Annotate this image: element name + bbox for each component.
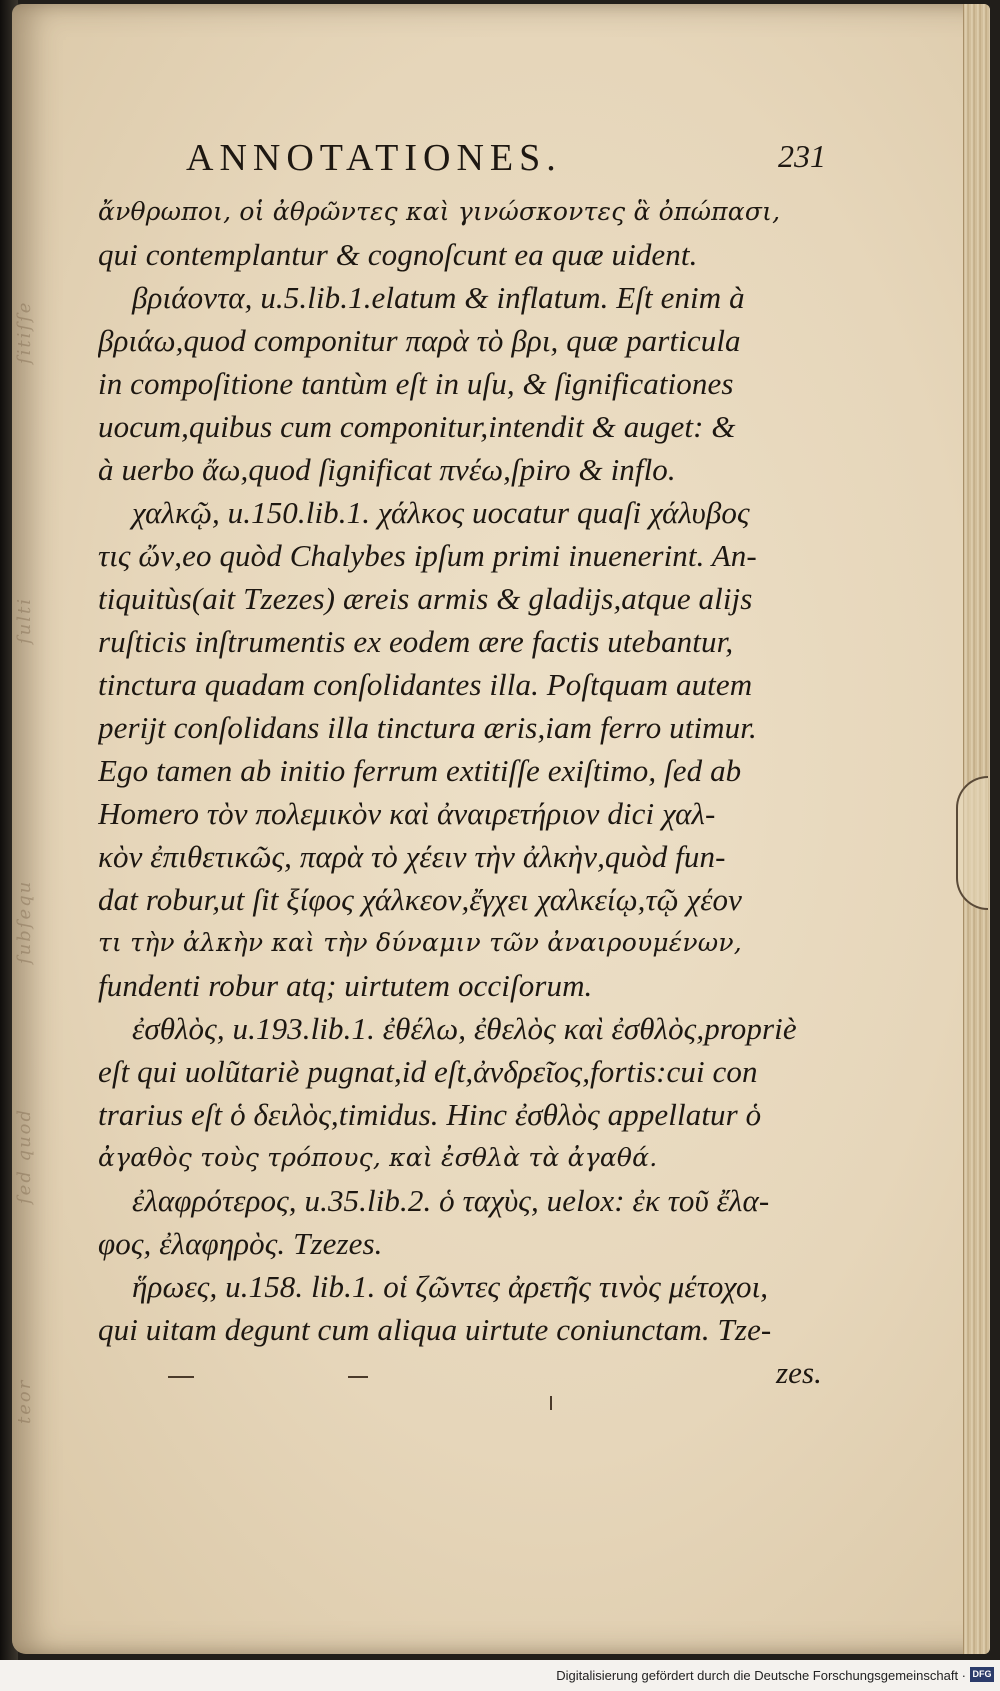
text-line: trarius eſt ὁ δειλὸς,timidus. Hinc ἐσθλὸς appellatur ὁ <box>98 1097 762 1132</box>
text-line: φος, ἐλαφηρὸς. Tzezes. <box>98 1226 383 1261</box>
text-line: uocum,quibus cum componitur,intendit & auget: & <box>98 409 736 444</box>
bleed-through-text: ſed quod <box>14 1107 35 1204</box>
text-line: fundenti robur atq; uirtutem occiſorum. <box>98 968 593 1003</box>
text-line: dat robur,ut ſit ξίφος χάλκεον,ἔγχει χαλκείῳ,τῷ χέον <box>98 882 742 917</box>
text-line: ruſticis inſtrumentis ex eodem ære factis utebantur, <box>98 624 734 659</box>
digitization-footer <box>0 1660 1000 1691</box>
running-title: ANNOTATIONES. <box>186 137 562 179</box>
text-line: τις ὤν,eo quòd Chalybes ipſum primi inuenerint. An- <box>98 538 757 573</box>
text-line: χαλκῷ, u.150.lib.1. χάλκος uocatur quaſi χάλυβος <box>132 495 750 530</box>
text-line: Ego tamen ab initio ferrum extitiſſe exiſtimo, ſed ab <box>98 753 742 788</box>
text-line: qui contemplantur & cognoſcunt ea quæ uident. <box>98 237 698 272</box>
text-line: ἐλαφρότερος, u.35.lib.2. ὁ ταχὺς, uelox: ἐκ τοῦ ἔλα- <box>132 1183 770 1218</box>
page-header <box>186 136 826 182</box>
text-line: κὸν ἐπιθετικῶς, παρὰ τὸ χέειν τὴν ἀλκὴν,quòd fun- <box>98 839 726 874</box>
stray-ink-mark <box>348 1376 368 1378</box>
stray-ink-mark <box>550 1396 552 1410</box>
text-line: βριάω,quod componitur παρὰ τὸ βρι, quæ particula <box>98 323 741 358</box>
annotation-text-block <box>98 190 828 1394</box>
clasp-tab <box>956 776 988 910</box>
book-page <box>12 4 990 1654</box>
text-line: ἄνθρωποι, οἱ ἀθρῶντες καὶ γινώσκοντες ἃ ὀπώπασι, <box>98 197 781 226</box>
funding-credit: Digitalisierung gefördert durch die Deutsche Forschungsgemeinschaft · <box>556 1668 966 1683</box>
text-line: tinctura quadam conſolidantes illa. Poſtquam autem <box>98 667 753 702</box>
text-line: zes. <box>775 1355 822 1390</box>
text-line: βριάοντα, u.5.lib.1.elatum & inflatum. Eſt enim à <box>132 280 745 315</box>
text-line: tiquitùs(ait Tzezes) æreis armis & gladijs,atque alijs <box>98 581 753 616</box>
text-line: perijt conſolidans illa tinctura æris,iam ferro utimur. <box>98 710 757 745</box>
page-number: 231 <box>778 138 826 174</box>
text-line: Homero τὸν πολεμικὸν καὶ ἀναιρετήριον dici χαλ- <box>98 796 716 831</box>
stray-ink-mark <box>168 1376 194 1378</box>
text-line: ἐσθλὸς, u.193.lib.1. ἐθέλω, ἐθελὸς καὶ ἐσθλὸς,propriè <box>132 1011 797 1046</box>
text-line: eſt qui uolũtariè pugnat,id eſt,ἀνδρεῖος,fortis:cui con <box>98 1054 758 1089</box>
text-line: à uerbo ἄω,quod ſignificat πνέω,ſpiro & inflo. <box>98 452 676 487</box>
text-line: τι τὴν ἀλκὴν καὶ τὴν δύναμιν τῶν ἀναιρουμένων, <box>98 928 742 957</box>
bleed-through-text: teor <box>14 1378 35 1424</box>
dfg-logo: DFG <box>970 1667 994 1682</box>
text-line: qui uitam degunt cum aliqua uirtute coniunctam. Tze- <box>98 1312 772 1347</box>
bleed-through-text: ſubſequ <box>14 879 35 964</box>
bleed-through-text: ſitiſſe <box>14 300 35 364</box>
text-line: ἀγαθὸς τοὺς τρόπους, καὶ ἐσθλὰ τὰ ἀγαθά. <box>98 1143 658 1172</box>
text-line: in compoſitione tantùm eſt in uſu, & ſignificationes <box>98 366 734 401</box>
bleed-through-text: ſulti <box>14 596 35 644</box>
text-line: ἥρωες, u.158. lib.1. οἱ ζῶντες ἀρετῆς τινὸς μέτοχοι, <box>132 1269 769 1304</box>
